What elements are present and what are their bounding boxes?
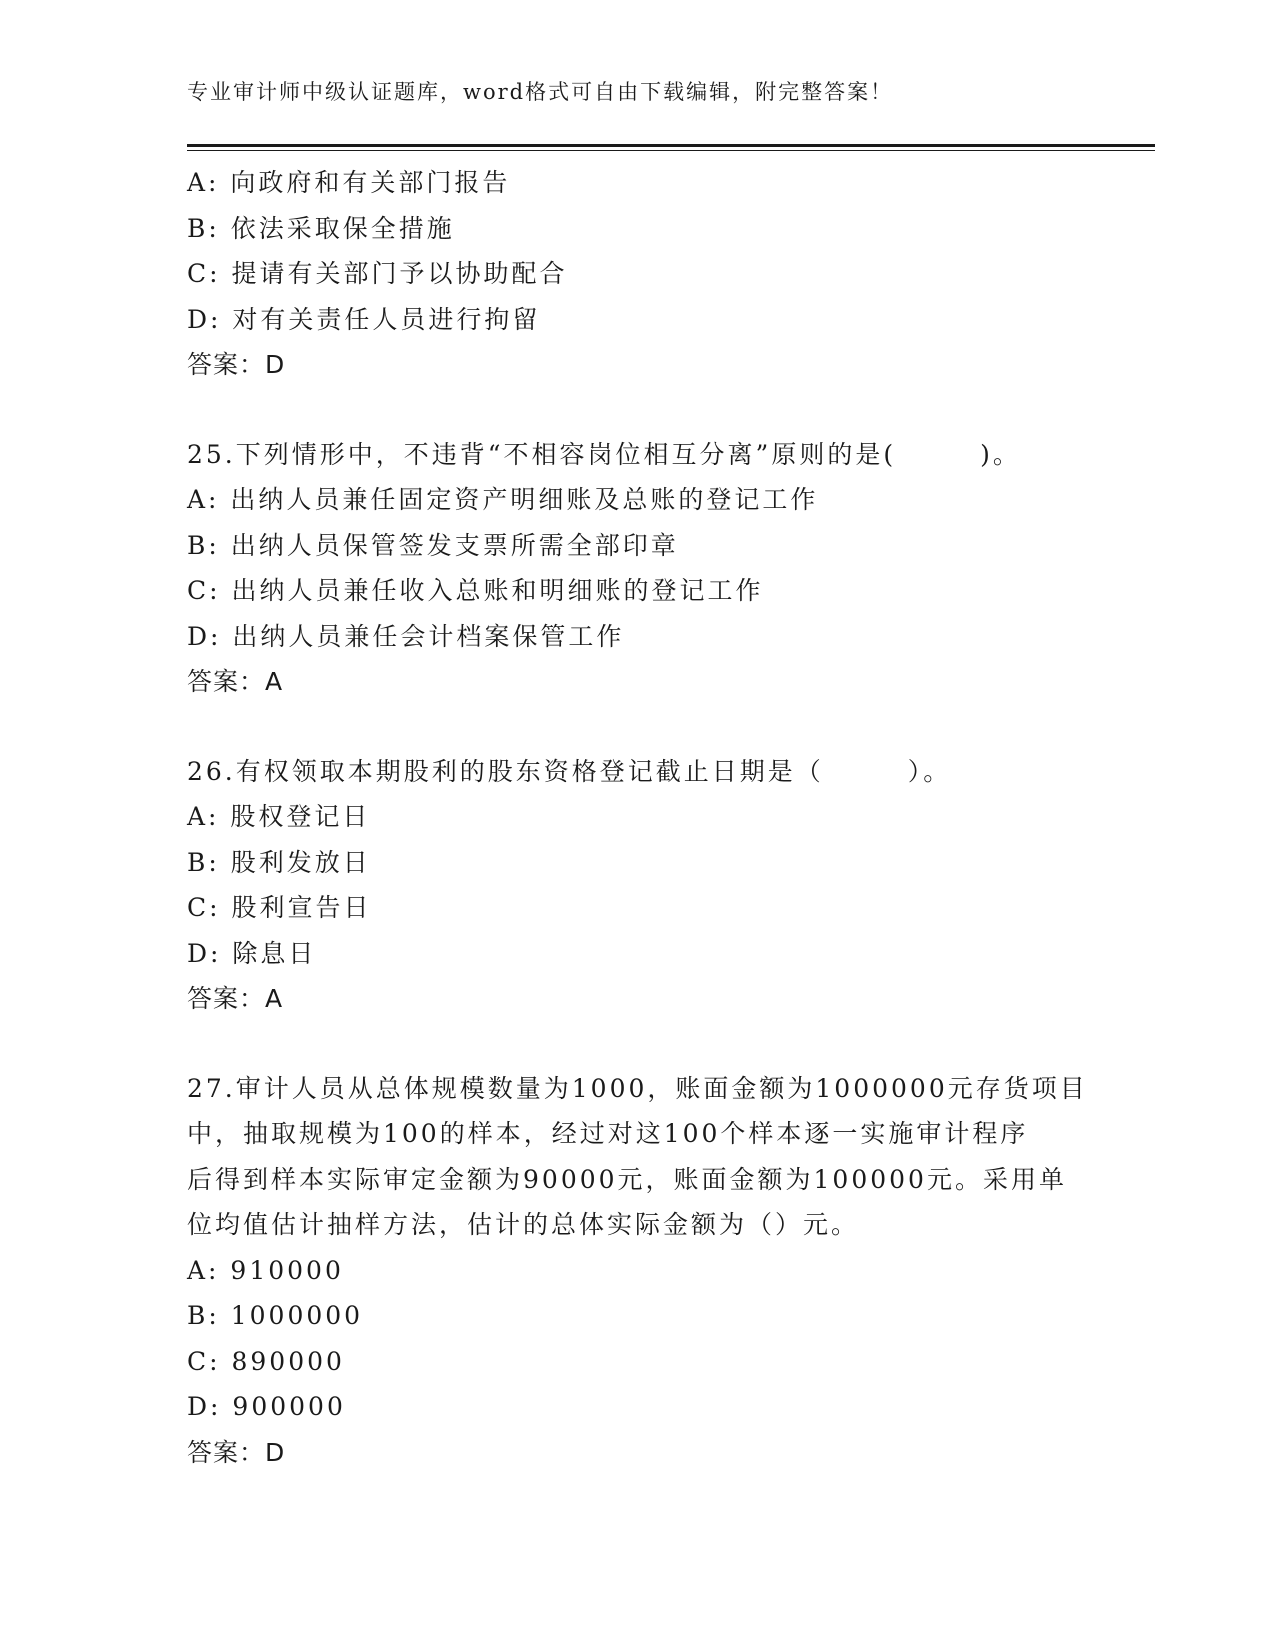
question-stem-line: 后得到样本实际审定金额为90000元，账面金额为100000元。采用单	[187, 1164, 1067, 1194]
question-stem: 25.下列情形中，不违背“不相容岗位相互分离”原则的是( )。	[187, 439, 1021, 469]
option-b: B: 1000000	[187, 1301, 364, 1330]
header-rule-thick	[187, 144, 1155, 147]
option-c: C: 股利宣告日	[187, 893, 372, 922]
question-block	[187, 749, 1087, 1022]
question-block	[187, 432, 1087, 705]
answer-line: 答案：A	[187, 984, 284, 1013]
option-a: A: 向政府和有关部门报告	[187, 168, 511, 197]
answer-line: 答案：D	[187, 350, 286, 379]
option-b: B: 股利发放日	[187, 847, 371, 877]
page-header: 专业审计师中级认证题库，word格式可自由下载编辑，附完整答案！	[187, 80, 894, 104]
option-d: D: 除息日	[187, 938, 317, 968]
option-a: A: 出纳人员兼任固定资产明细账及总账的登记工作	[187, 485, 819, 514]
option-b: B: 依法采取保全措施	[187, 213, 455, 243]
option-a: A: 股权登记日	[187, 802, 371, 831]
option-d: D: 900000	[187, 1392, 346, 1421]
option-b: B: 出纳人员保管签发支票所需全部印章	[187, 530, 679, 560]
question-stem-line: 27.审计人员从总体规模数量为1000，账面金额为1000000元存货项目	[187, 1073, 1088, 1103]
question-block	[187, 160, 1087, 388]
option-c: C: 提请有关部门予以协助配合	[187, 259, 568, 288]
header-rule-thin	[187, 150, 1155, 151]
question-stem-line: 位均值估计抽样方法，估计的总体实际金额为（）元。	[187, 1210, 860, 1239]
option-a: A: 910000	[187, 1255, 344, 1285]
option-c: C: 出纳人员兼任收入总账和明细账的登记工作	[187, 576, 764, 605]
question-stem-line: 中，抽取规模为100的样本，经过对这100个样本逐一实施审计程序	[187, 1119, 1029, 1148]
answer-line: 答案：D	[187, 1437, 286, 1467]
answer-line: 答案：A	[187, 667, 284, 696]
question-list	[187, 160, 1087, 1475]
option-c: C: 890000	[187, 1346, 345, 1376]
option-d: D: 对有关责任人员进行拘留	[187, 304, 541, 334]
option-d: D: 出纳人员兼任会计档案保管工作	[187, 621, 625, 651]
question-block	[187, 1066, 1087, 1476]
question-stem: 26.有权领取本期股利的股东资格登记截止日期是（ ）。	[187, 756, 952, 786]
